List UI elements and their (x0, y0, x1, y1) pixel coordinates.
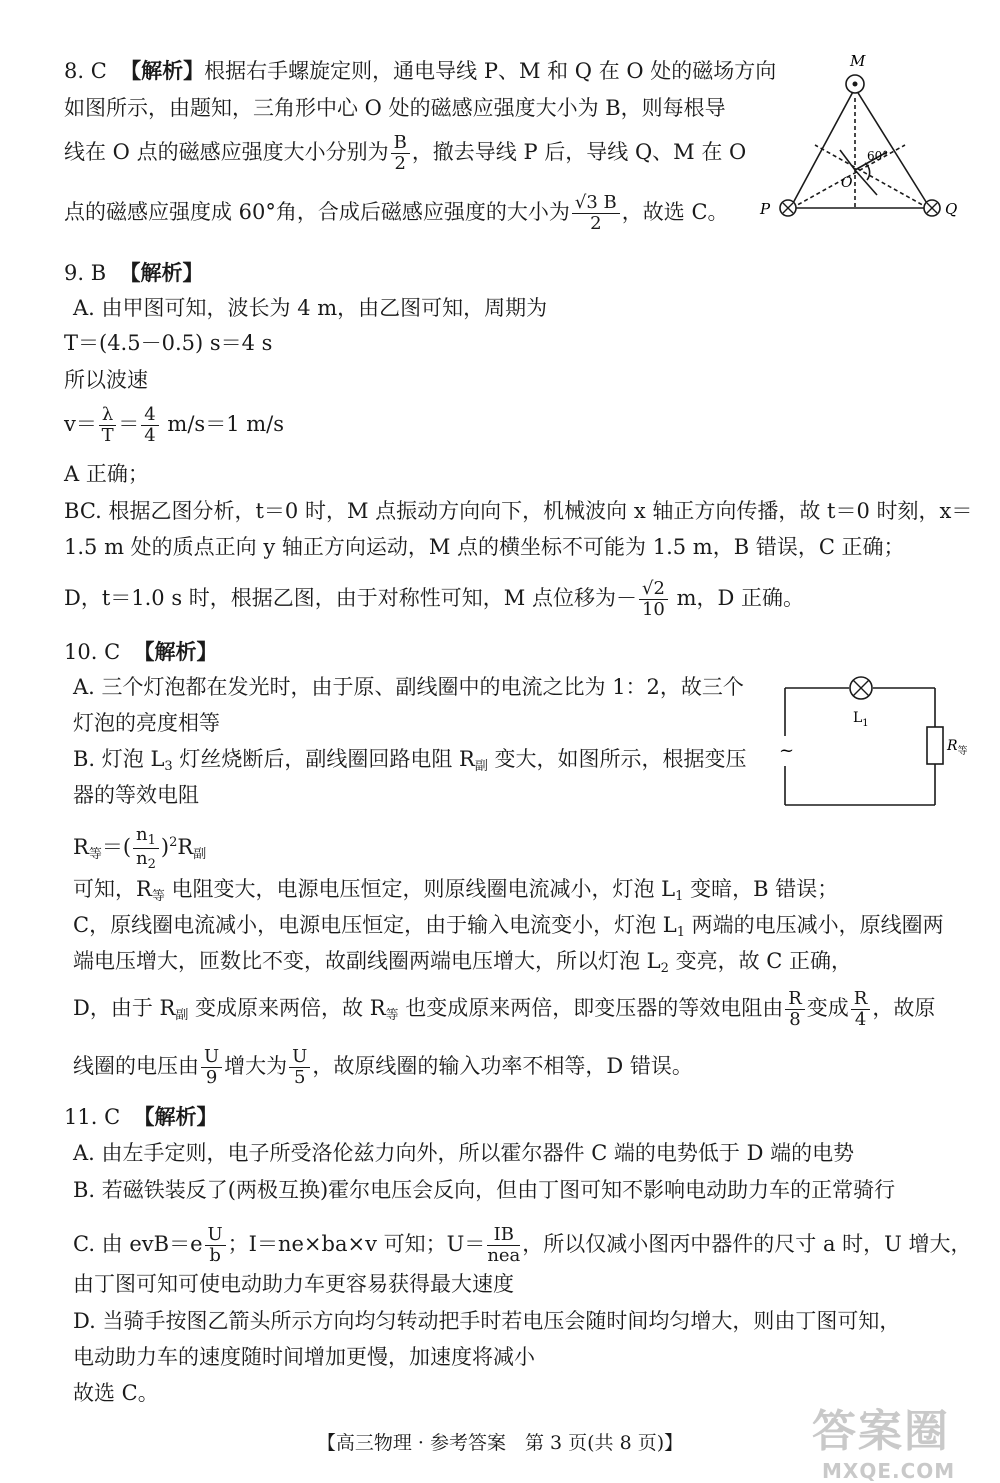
analysis-tag: 【解析】 (120, 58, 205, 83)
label-angle: 60° (867, 149, 889, 163)
lamp-icon (850, 677, 872, 699)
q10-line-6: $R_等=$( $\frac{n_1}{n_2}$ )$^2R_副$ (73, 824, 207, 872)
analysis-tag: 【解析】 (133, 1104, 218, 1129)
q8-line-2: 如图所示，由题知，三角形中心 O 处的磁感应强度大小为 B，则每根导 (64, 96, 726, 120)
q10-line-9: 端电压增大，匝数比不变，故副线圈两端电压增大，所以灯泡 $L_2$ 变亮，故 C 正确， (73, 949, 852, 976)
label-q: Q (945, 200, 958, 218)
q8-line-1: 8. C 【解析】根据右手螺旋定则，通电导线 P、M 和 Q 在 O 处的磁场方向 (64, 58, 777, 83)
q10-line-10: D，由于 $R_副$ 变成原来两倍，故 $R_等$ 也变成原来两倍，即变压器的等效电阻由 $\frac{R}{8}$ 变成 $\frac{R}{4}$ ，故原 (73, 988, 936, 1030)
wire-q-icon (924, 200, 940, 216)
q10-line-4: B. 灯泡 $L_3$ 灯丝烧断后，副线圈回路电阻 $R_副$ 变大，如图所示，根据变压 (73, 747, 747, 774)
q9-line-8: 1.5 m 处的质点正向 y 轴正方向运动，M 点的横坐标不可能为 1.5 m，B 错误，C 正确； (64, 535, 905, 559)
ac-source-icon: ~ (779, 740, 795, 761)
q10-line-1: 10. C 【解析】 (64, 639, 218, 664)
q10-line-2: A. 三个灯泡都在发光时，由于原、副线圈中的电流之比为 1：2，故三个 (73, 675, 744, 699)
q9-line-4: 所以波速 (64, 368, 148, 392)
q11-line-4: C. 由 evB＝e $\frac{U}{b}$ ；I＝ne×ba×v 可知；U＝ $\frac{IB}{\text{nea}}$ ，所以仅减小图丙中器件的尺寸 a 时，U 增大， (73, 1224, 972, 1266)
q11-line-8: 故选 C。 (73, 1381, 159, 1405)
triangle-diagram (755, 50, 970, 225)
circuit-diagram (779, 670, 970, 815)
q9-line-5: v＝ $\frac{\lambda}{T}$ ＝ $\frac{4}{4}$ m/s＝1 m/s (64, 404, 284, 446)
q9-line-7: BC. 根据乙图分析，t＝0 时，M 点振动方向向下，机械波向 x 轴正方向传播，故 t＝0 时刻，x＝ (64, 499, 973, 523)
wire-p-icon (780, 200, 796, 216)
q9-line-1: 9. B 【解析】 (64, 260, 204, 285)
lamp-label: $L_1$ (853, 710, 869, 729)
label-m: M (850, 52, 866, 70)
q10-line-5: 器的等效电阻 (73, 783, 199, 807)
q9-line-9: D，t＝1.0 s 时，根据乙图，由于对称性可知，M 点位移为－ $\frac{√2}{10}$ m，D 正确。 (64, 578, 805, 620)
analysis-tag: 【解析】 (133, 639, 218, 664)
q8-line-3: 线在 O 点的磁感应强度大小分别为 $\frac{B}{2}$ ，撤去导线 P 后，导线 Q、M 在 O (64, 132, 747, 174)
q10-line-3: 灯泡的亮度相等 (73, 711, 220, 735)
q9-line-6: A 正确； (64, 462, 149, 486)
fraction-b-over-2: $\frac{B}{2}$ (391, 134, 410, 173)
q10-line-11: 线圈的电压由 $\frac{U}{9}$ 增大为 $\frac{U}{5}$ ，故原线圈的输入功率不相等，D 错误。 (73, 1046, 693, 1088)
analysis-tag: 【解析】 (119, 260, 204, 285)
q11-line-3: B. 若磁铁装反了(两极互换)霍尔电压会反向，但由丁图可知不影响电动助力车的正常骑行 (73, 1178, 896, 1202)
q8-line-4: 点的磁感应强度成 60°角，合成后磁感应强度的大小为 $\frac{√3 B}{2}$ ，故选 C。 (64, 192, 729, 234)
q10-line-8: C，原线圈电流减小，电源电压恒定，由于输入电流变小，灯泡 $L_1$ 两端的电压减小，原线圈两 (73, 913, 944, 940)
label-p: P (760, 200, 771, 218)
q10-line-7: 可知，$R_等$ 电阻变大，电源电压恒定，则原线圈电流减小，灯泡 $L_1$ 变暗，B 错误； (73, 877, 839, 904)
q11-line-7: 电动助力车的速度随时间增加更慢，加速度将减小 (73, 1345, 535, 1369)
resistor-label: $R_等$ (947, 738, 968, 757)
fraction-root3b-over-2: $\frac{√3 B}{2}$ (572, 194, 620, 233)
q9-line-3: T＝(4.5－0.5) s＝4 s (64, 331, 273, 355)
label-o: O (841, 175, 853, 191)
q11-line-1: 11. C 【解析】 (64, 1104, 218, 1129)
q11-line-2: A. 由左手定则，电子所受洛伦兹力向外，所以霍尔器件 C 端的电势低于 D 端的电势 (73, 1141, 855, 1165)
q11-line-5: 由丁图可知可使电动助力车更容易获得最大速度 (73, 1272, 514, 1296)
page-footer: 【高三物理 · 参考答案 第 3 页(共 8 页)】 (316, 1432, 684, 1454)
q11-line-6: D. 当骑手按图乙箭头所示方向均匀转动把手时若电压会随时间均匀增大，则由丁图可知， (73, 1309, 901, 1333)
watermark-logo: 答案圈 MXQE.COM (812, 1406, 956, 1483)
q9-line-2: A. 由甲图可知，波长为 4 m，由乙图可知，周期为 (73, 296, 548, 320)
